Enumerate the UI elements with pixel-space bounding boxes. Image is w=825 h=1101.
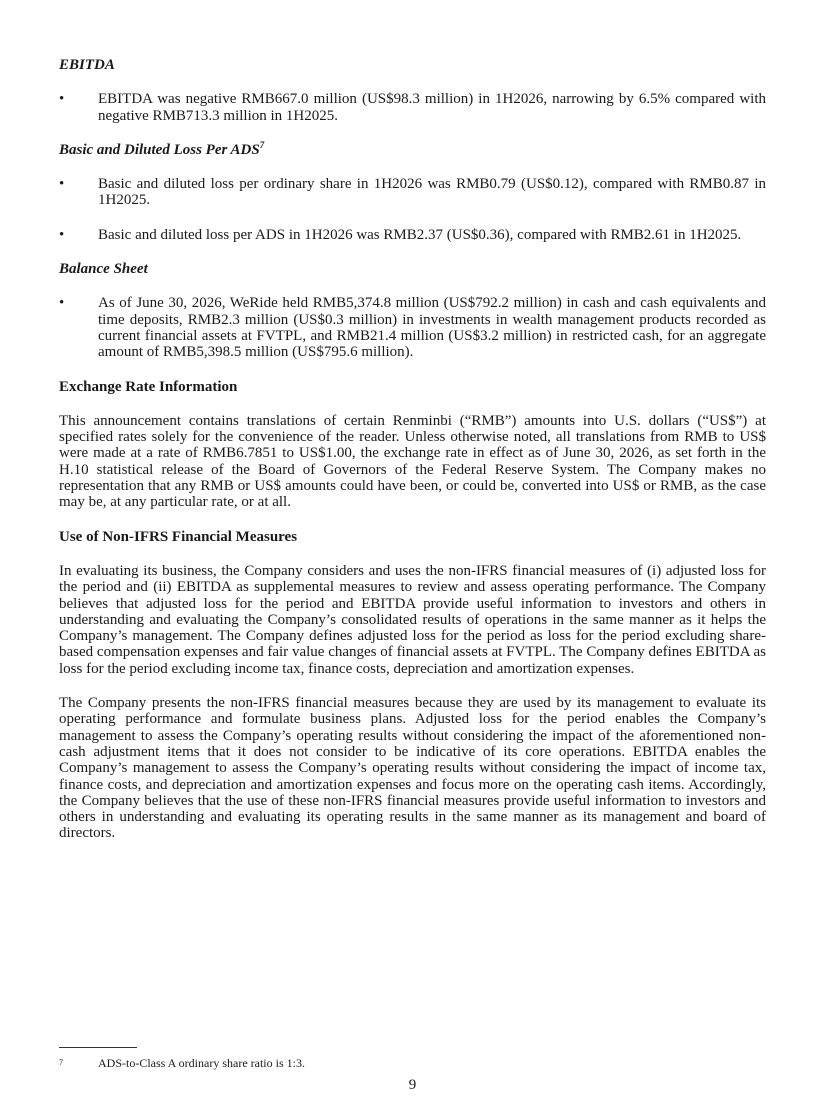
footnote-text: ADS-to-Class A ordinary share ratio is 1:3. bbox=[98, 1056, 305, 1070]
footnote-reference: 7 bbox=[259, 139, 265, 150]
bullet-symbol: • bbox=[59, 226, 65, 243]
bullet-item bbox=[59, 91, 766, 124]
exchange-rate-heading: Exchange Rate Information bbox=[59, 378, 238, 395]
non-ifrs-heading: Use of Non-IFRS Financial Measures bbox=[59, 528, 298, 545]
non-ifrs-paragraph: The Company presents the non-IFRS financial measures because they are used by its management to evaluate its operating performance and formulate business plans. Adjusted loss for the period enables the Company’s management to assess the Company’s operating results without considering the impact of the aforementioned non-cash adjustment items that it does not consider to be indicative of its core operations. EBITDA enables the Company’s management to assess the Company’s operating results without considering the impact of income tax, finance costs, and depreciation and amortization expenses and focus more on the operating cash items. Accordingly, the Company believes that the use of these non-IFRS financial measures provide useful information to investors and others in understanding and evaluating its operating results in the same manner as its management and board of directors. bbox=[59, 695, 766, 842]
bullet-text: EBITDA was negative RMB667.0 million (US$98.3 million) in 1H2026, narrowing by 6.5% compared with negative RMB713.3 million in 1H2025. bbox=[98, 91, 766, 124]
bullet-symbol: • bbox=[59, 295, 65, 312]
ebitda-heading: EBITDA bbox=[59, 57, 115, 73]
bullet-text: Basic and diluted loss per ordinary share in 1H2026 was RMB0.79 (US$0.12), compared with RMB0.87 in 1H2025. bbox=[98, 176, 766, 209]
bullet-symbol: • bbox=[59, 91, 65, 108]
footnote bbox=[59, 1056, 305, 1070]
page-number: 9 bbox=[408, 1077, 417, 1093]
loss-per-ads-heading bbox=[59, 139, 766, 158]
bullet-text: Basic and diluted loss per ADS in 1H2026 was RMB2.37 (US$0.36), compared with RMB2.61 in 1H2025. bbox=[98, 226, 742, 243]
exchange-rate-paragraph: This announcement contains translations of certain Renminbi (“RMB”) amounts into U.S. dollars (“US$”) at specified rates solely for the convenience of the reader. Unless otherwise noted, all translations from RMB to US$ were made at a rate of RMB6.7851 to US$1.00, the exchange rate in effect as of June 30, 2026, as set forth in the H.10 statistical release of the Board of Governors of the Federal Reserve System. The Company makes no representation that any RMB or US$ amounts could have been, or could be, converted into US$ or RMB, as the case may be, at any particular rate, or at all. bbox=[59, 412, 766, 511]
bullet-item bbox=[59, 176, 766, 209]
bullet-item bbox=[59, 227, 766, 243]
loss-per-ads-heading-text: Basic and Diluted Loss Per ADS bbox=[59, 141, 260, 158]
document-page bbox=[59, 57, 766, 860]
balance-sheet-heading: Balance Sheet bbox=[59, 261, 148, 278]
footnote-divider bbox=[59, 1047, 137, 1048]
non-ifrs-paragraph: In evaluating its business, the Company considers and uses the non-IFRS financial measures of (i) adjusted loss for the period and (ii) EBITDA as supplemental measures to review and assess operating performance. The Company believes that adjusted loss for the period and EBITDA provide useful information to investors and others in understanding and evaluating the Company’s consolidated results of operations in the same manner as it helps the Company’s management. The Company defines adjusted loss for the period as loss for the period excluding share-based compensation expenses and fair value changes of financial assets at FVTPL. The Company defines EBITDA as loss for the period excluding income tax, finance costs, depreciation and amortization expenses. bbox=[59, 562, 766, 677]
bullet-text: As of June 30, 2026, WeRide held RMB5,374.8 million (US$792.2 million) in cash and cash equivalents and time deposits, RMB2.3 million (US$0.3 million) in investments in wealth management products recorded as current financial assets at FVTPL, and RMB21.4 million (US$3.2 million) in restricted cash, for an aggregate amount of RMB5,398.5 million (US$795.6 million). bbox=[98, 295, 766, 361]
bullet-item bbox=[59, 295, 766, 360]
bullet-symbol: • bbox=[59, 176, 65, 193]
footnote-mark: 7 bbox=[59, 1058, 63, 1067]
